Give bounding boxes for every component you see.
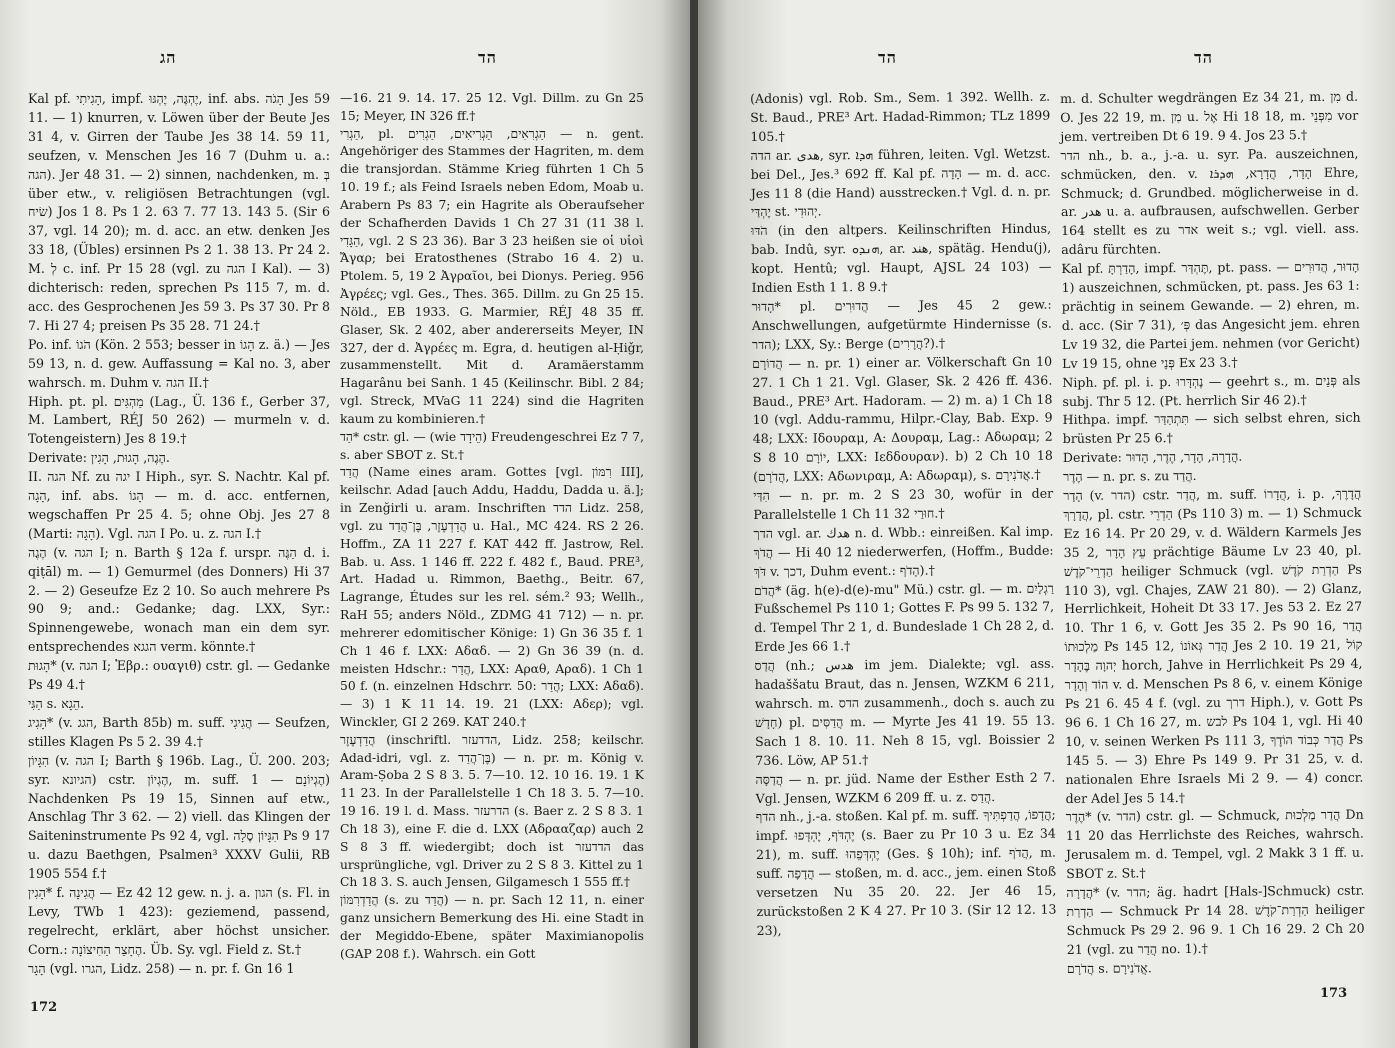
entry: הֶדֶר* (v. הדר) cstr. gl. — Schmuck, הֲדַר מַלְכוּת Dn 11 20 das Herrlichste des Reiches, wahrsch. Jerusalem m. d. Tempel, vgl. 2 Makk 3 1 ff. u. SBOT z. St.†: [1065, 807, 1365, 882]
entry: Hiph. pt. pl. מַהְגִּים (Lag., Ü. 136 f., Gerber 37, M. Lambert, RÉJ 50 262) — murmeln v. d. Totengeistern) Jes 8 19.†: [28, 393, 330, 447]
entry: הֲדָרָה* (v. הדר; äg. hadrt [Hals-]Schmuck) cstr. הַדְרַת — Schmuck Pr 14 28. הַדְרַת־קֹדֶשׁ heiliger Schmuck Ps 29 2. 96 9. 1 Ch 16 29. 2 Ch 20 21 (vgl. zu הֲדַר no. 1).†: [1066, 882, 1365, 957]
entry: —16. 21 9. 14. 17. 25 12. Vgl. Dillm. zu Gn 25 15; Meyer, IN 326 ff.†: [340, 91, 644, 123]
right-page-header: הד: [878, 48, 897, 67]
entry: הִגָּיוֹן (v. הגה I; Barth § 196b. Lag., Ü. 200. 203; syr. הגיונא) cstr. הֶגְיוֹן, m. suff. הֶגְיוֹנָם — 1) Nachdenken Ps 19 15, Sinnen auf etw., Anschlag Thr 3 62. — 2) viell. das Klingen der Saiteninstrumente Ps 92 4, vgl. הִגָּיוֹן סֶלָה Ps 9 17 u. dazu Baethgen, Psalmen³ XXXV Gulii, RB 1905 554 f.†: [28, 752, 330, 882]
left-page: [0, 0, 690, 1048]
entry: Derivate: הֲדָרָה, הָדָר, הֶדֶר, הָדוּר.: [1062, 448, 1243, 466]
left-page-header-right: הד: [478, 48, 497, 67]
entry: הדף nh., j.-a. stoßen. Kal pf. m. suff. הֲדָפוֹ, הֲדַפְתִּיךָ; impf. יֶהְדֹּף, יֶהְדְּפוּ (s. Baer zu Pr 10 3 u. Ez 34 21), m. suff. יֶהְדְּפֵהוּ (Ges. § 10h); inf. הֲדֹף, m. suff. הֲדָפָה — stoßen, m. d. acc., jem. einen Stoß versetzen Nu 35 20. 22. Jer 46 15, zurückstoßen 2 K 4 27. Pr 10 3. (Sir 12 12. 13 23),: [755, 807, 1057, 938]
entry: הֲדַסָּה — n. pr. jüd. Name der Esther Esth 2 7. Vgl. Jensen, WZKM 6 209 ff. u. z. הֲדַס.: [755, 769, 1056, 806]
right-page: [698, 0, 1395, 1048]
entry: הָגִין* f. הֲגִינָה — Ez 42 12 gew. n. j. a. הגון (s. Fl. in Levy, TWb 1 423): geziemend, passend, regelrecht, erklärt, aber höchst unsicher. Corn.: הֶחָצֵר הַחִיצוֹנָה. Üb. Sy. vgl. Field z. St.†: [28, 885, 330, 957]
entry: הָגוּת* (v. הגה I; Ἐβρ.: ουαγιθ) cstr. gl. — Gedanke Ps 49 4.†: [28, 658, 331, 693]
entry: II. הגה Nf. zu יגה I Hiph., syr. S. Nachtr. Kal pf. הָגָה, inf. abs. הָגוֹ — m. d. acc. entfernen, wegschaffen Pr 25 4. 5; ohne Obj. Jes 27 8 (Marti: הָגָה). Vgl. הגה I Po. u. z. הגה I.†: [28, 469, 330, 541]
entry: הָגִיג* (v. הגג, Barth 85b) m. suff. הֲגִיגִי — Seufzen, stilles Klagen Ps 5 2. 39 4.†: [28, 714, 331, 749]
entry: הַגִּי s. הֵגָא.: [28, 696, 85, 711]
right-column-1: [750, 88, 1057, 941]
entry: m. d. Schulter wegdrängen Ez 34 21, m. מִן d. O. Jes 22 19, m. מִן u. אֶל Hi 18 18, m. מִפְּנֵי vor jem. vertreiben Dt 6 19. 9 4. Jos 23 5.†: [1060, 88, 1359, 144]
book-gutter: [690, 0, 698, 1048]
left-column-2: [340, 90, 644, 964]
entry: Kal pf. הָדַרְתָּ, impf. תֶּהְדַּר, pt. pass. הָדוּר, הֲדוּרִים — 1) auszeichnen, schmücken, pt. pass. Jes 63 1: prächtig in seinem Gewande. — 2) ehren, m. d. acc. (Sir 7 31), פְּ׳ das Angesicht jem. ehren Lv 19 32, die Partei jem. nehmen (vor Gericht) Lv 19 15, ohne פְּנֵי Ex 23 3.†: [1061, 258, 1361, 371]
right-column-2: [1060, 88, 1365, 979]
left-column-1: [28, 90, 330, 979]
entry: הֶגֶה (v. הגה I; n. Barth § 12a f. urspr. הַגֶּה d. i. qiṭāl) m. — 1) Gemurmel (des Donners) Hi 37 2. — 2) Geseufze Ez 2 10. So auch mehrere Ps 90 9; and.: Gedanke; dag. LXX, Syr.: Spinnengewebe, wonach man ein dem syr. entsprechendes הגגא verm. könnte.†: [28, 544, 331, 655]
entry: הֲדַדְעֶזֶר (inschriftl. הדדעזר, Lidz. 258; keilschr. Adad-idri, vgl. z. בֶּן־הֲדַד) — n. pr. m. König v. Aram-Ṣoba 2 S 8 3. 5. 7—10. 12. 10 16. 19. 1 K 11 23. In der Parallelstelle 1 Ch 18 3. 5. 7—10. 19 16. 19 l. d. Mass. הדרעזר (s. Baer z. 2 S 8 3. 1 Ch 18 3), eine F. die d. LXX (Αδρααζαρ) auch 2 S 8 3 ff. wiedergibt; doch ist הדדעזר das ursprüngliche, vgl. Driver zu 2 S 8 3. Kittel zu 1 Ch 18 3. S. auch Jensen, Gilgamesch 1 555 ff.†: [340, 732, 644, 890]
right-page-header-right: הד: [1194, 48, 1213, 67]
entry: הֲדֹם* (äg. h(e)-d(e)-mu" Mü.) cstr. gl. — m. רַגְלַיִם Fußschemel Ps 110 1; Gottes F. Ps 99 5. 132 7, d. Tempel Thr 2 1, d. Bundeslade 1 Ch 28 2, d. Erde Jes 66 1.†: [753, 580, 1055, 655]
page-number: 173: [1320, 986, 1348, 1001]
entry: הִדַּי — n. pr. m. 2 S 23 30, wofür in der Parallelstelle 1 Ch 11 32 חוּרַי.†: [753, 485, 1054, 522]
entry: הָדוּר* pl. הֲדוּרִים — Jes 45 2 gew.: Anschwellungen, aufgetürmte Hindernisse (s. הדר); LXX, Sy.: Berge (הֲרָרִים?).†: [751, 296, 1052, 352]
entry: הֲדַד (Name eines aram. Gottes [vgl. רִמּוֹן III], keilschr. Adad [auch Addu, Haddu, Dadda u. ä.]; in Zenğirli u. aram. Inschriften הדד Lidz. 258, vgl. zu הֲדַדְעֶזֶר, בֶּן־הֲדַד u. Hal., MC 424. RS 2 26. Hoffm., ZA 11 227 f. KAT 442 ff. Jastrow, Rel. Bab. u. Ass. 1 146 ff. 222 f. 482 f., Baud. PRE³, Art. Hadad u. Rimmon, Baethg., Beitr. 67, Lagrange, Études sur les rel. sém.² 93; Wellh., RaH 55; anders Nöld., ZDMG 41 712) — n. pr. mehrerer edomitischer Könige: 1) Gn 36 35 f. 1 Ch 1 46 f. LXX: Αδαδ. — 2) Gn 36 39 (n. d. meisten Hdschr.: הֲדַר, LXX: Αραθ, Αραδ). 1 Ch 1 50 f. (n. einzelnen Hdschrr. 50: הֲדַר; LXX: Αδαδ). — 3) 1 K 11 14. 19. 21 (LXX: Αδερ); vgl. Winckler, GI 2 269. KAT 240.†: [340, 465, 644, 729]
entry: הדר nh., b. a., j.-a. u. syr. Pa. auszeichnen, schmücken, den. v. הָדָר, הֲדָרָא, ܗܕܪܐ Ehre, Schmuck; d. Grundbed. möglicherweise in d. ar. هدر u. a. aufbrausen, aufschwellen. Gerber 164 stellt es zu אדר weit s.; vgl. viell. ass. adâru fürchten.: [1060, 145, 1360, 258]
left-page-header: הג: [160, 48, 177, 67]
entry: הֹדּוּ (in den altpers. Keilinschriften Hindus, bab. Indû, syr. ܗܢܕܘ, ar. هند, spätäg. Hendu(j), kopt. Hentû; vgl. Haupt, AJSL 24 103) — Indien Esth 1 1. 8 9.†: [751, 220, 1052, 296]
entry: הֲדַס (nh.; هدس im jem. Dialekte; vgl. ass. hadaššatu Braut, das n. Jensen, WZKM 6 211, wahrsch. m. הדס zusammenh., doch s. auch zu חָדָשׁ) pl. הֲדַסִּים m. — Myrte Jes 41 19. 55 13. Sach 1 8. 10. 11. Neh 8 15, vgl. Boissier 2 736. Löw, AP 51.†: [754, 655, 1056, 768]
entry: הַגְרִי, pl. הַגְרִאִים, הַגְרִיאִים, הַגְרִים — n. gent. Angehöriger des Stammes der Hagriten, m. dem die transjordan. Stämme Krieg führten 1 Ch 5 10. 19 f.; als Feind Israels neben Edom, Moab u. Arabern Ps 83 7; ein Hagrite als Oberaufseher der Schafherden Davids 1 Ch 27 31 (11 38 l. הַגָּדִי, vgl. 2 S 23 36). Bar 3 23 heißen sie οἱ υἱοὶ Ἄγαρ; bei Eratosthenes (Strabo 16 4. 2) u. Ptolem. 5, 19 2 Ἀγραῖοι, bei Dionys. Perieg. 956 Ἀγρέες; vgl. Ges., Thes. 365. Dillm. zu Gn 25 15. Nöld., EB 1933. G. Marmier, RÉJ 48 35 ff. Glaser, Sk. 2 402, aber andererseits Meyer, IN 327, der d. Ἀγρέες m. Egra, d. heutigen al-Ḥiǧr, zusammenstellt. Mit d. Aramäerstamm Hagarânu bei Sanh. 1 45 (Keilinschr. Bibl. 2 84; vgl. Streck, MVaG 11 224) sind die Hagriten kaum zu kombinieren.†: [340, 126, 644, 426]
entry: Derivate: הֶגֶה, הָגוּת, הָגִין.: [28, 450, 170, 466]
entry: Hithpa. impf. תִּתְהַדַּר — sich selbst ehren, sich brüsten Pr 25 6.†: [1062, 410, 1361, 447]
entry: Kal pf. הָגִיתִי, impf. יֶהְגֶּה, יֶהְגּוּ, inf. abs. הָגֹה Jes 59 11. — 1) knurren, v. Löwen über der Beute Jes 31 4, v. Girren der Taube Jes 38 14. 59 11, seufzen, v. Menschen Jes 16 7 (Duhm u. a.: הגה). Jer 48 31. — 2) sinnen, nachdenken, m. בְּ über etw., v. religiösen Betrachtungen (vgl. שׂיח) Jos 1 8. Ps 1 2. 63 7. 77 13. 143 5. (Sir 6 37, vgl. 14 20); m. d. acc. an etw. denken Jes 33 18, (Übles) ersinnen Ps 2 1. 38 13. Pr 24 2. M. לְ c. inf. Pr 15 28 (vgl. zu הגה I Kal). — 3) dichterisch: reden, sprechen Ps 115 7, m. d. acc. des Gesprochenen Jes 59 3. Ps 37 30. Pr 8 7. Hi 27 4; preisen Ps 35 28. 71 24.†: [28, 91, 331, 333]
page-number: 172: [30, 1000, 58, 1015]
entry: הֲדַדְרִמּוֹן (s. zu הֲדַד) — n. pr. Sach 12 11, n. einer ganz unsichern Bemerkung des Hi. eine Stadt in der Megiddo-Ebene, später Maximianopolis (GAP 208 f.). Wahrsch. ein Gott: [340, 893, 644, 961]
entry: (Adonis) vgl. Rob. Sm., Sem. 1 392. Wellh. z. St. Baud., PRE³ Art. Hadad-Rimmon; TLz 1899 105.†: [750, 88, 1051, 144]
entry: Po. inf. הֹגוֹ (Kön. 2 553; besser in הָגוֹ z. ä.) — Jes 59 13, n. d. gew. Auffassung = Kal no. 3, aber wahrsch. m. Duhm v. הגה II.†: [28, 336, 331, 390]
entry: הָגָר (vgl. הגרו, Lidz. 258) — n. pr. f. Gn 16 1: [28, 960, 295, 976]
entry: הדה ar. هدى, syr. ܗܕܐ führen, leiten. Vgl. Wetzst. bei Del., Jes.³ 692 ff. Kal pf. הָדָה — m. d. acc. Jes 11 8 (die Hand) ausstrecken.† Vgl. d. n. pr. יֶהְדַּי st. יְהוּדִי.: [750, 145, 1051, 220]
entry: הֲדֹרָם s. אֲדֹנִירָם.: [1066, 959, 1152, 976]
entry: הדך vgl. ar. هدك n. d. Wbb.: einreißen. Kal imp. הֲדֹךְ — Hi 40 12 niederwerfen, (Hoffm., Budde: דֹּךְ v. דכך, Duhm event.: הָדֹף).†: [753, 523, 1054, 579]
entry: הֶדֶר — n. pr. s. zu הֲדַד.: [1062, 468, 1197, 485]
entry: הֲדוֹרָם — n. pr. 1) einer ar. Völkerschaft Gn 10 27. 1 Ch 1 21. Vgl. Glaser, Sk. 2 426 ff. 436. Baud., PRE³ Art. Hadoram. — 2) m. a) 1 Ch 18 10 (vgl. Addu-rammu, Hilpr.-Clay, Bab. Exp. 9 48; LXX: Ιδουραμ, A: Δουραμ, Lag.: Αδωραμ; 2 S 8 10 יוֹרָם, LXX: Ιεδδουραν). b) 2 Ch 10 18 (הֲדֹרָם, LXX: Αδωνιραμ, A: Αδωραμ), s. אֲדֹנִירָם.†: [752, 353, 1053, 485]
entry: הָדָר (v. הדר) cstr. הֲדַר, m. suff. הֲדָרוֹ, i. p. הֲדָרֶךָ, הֲדָרָךְ, pl. cstr. הַדְרֵי (Ps 110 3) m. — 1) Schmuck Ez 16 14. Pr 20 29, v. d. Wäldern Karmels Jes 35 2, עֵץ הָדָר prächtige Bäume Lv 23 40, pl. הַדְרֵי־קֹדֶשׁ heiliger Schmuck (vgl. הַדְרַת קֹדֶשׁ Ps 110 3), vgl. Chajes, ZAW 21 80). — 2) Glanz, Herrlichkeit, Hoheit Dt 33 17. Jes 53 2. Ez 27 10. Thr 1 6, v. Gott Jes 35 2. Ps 90 16, הֲדַר מַלְכוּתוֹ Ps 145 12, הֲדַר גְּאוֹנוֹ Jes 2 10. 19 21, קוֹל יְהוָה בֶּהָדָר horch, Jahve in Herrlichkeit Ps 29 4, הוֹד וְהָדָר v. d. Menschen Ps 8 6, v. einem Könige Ps 21 6. 45 4 f. (vgl. zu דרך Hiph.), v. Gott Ps 96 6. 1 Ch 16 27, m. לבש Ps 104 1, vgl. Hi 40 10, v. seinen Werken Ps 111 3, הֲדַר כְּבוֹד הוֹדֶךָ Ps 145 5. — 3) Ehre Ps 149 9. Pr 31 25, v. d. nationalen Ehre Israels Mi 2 9. — 4) concr. der Adel Jes 5 14.†: [1063, 485, 1364, 806]
entry: הַד* cstr. gl. — (wie הֵידָד) Freudengeschrei Ez 7 7, s. aber SBOT z. St.†: [340, 429, 644, 462]
entry: Niph. pf. pl. i. p. נֶהְדָּרוּ — geehrt s., m. פְּנֵים als subj. Thr 5 12. (Pt. herrlich Sir 46 2).†: [1062, 372, 1361, 409]
